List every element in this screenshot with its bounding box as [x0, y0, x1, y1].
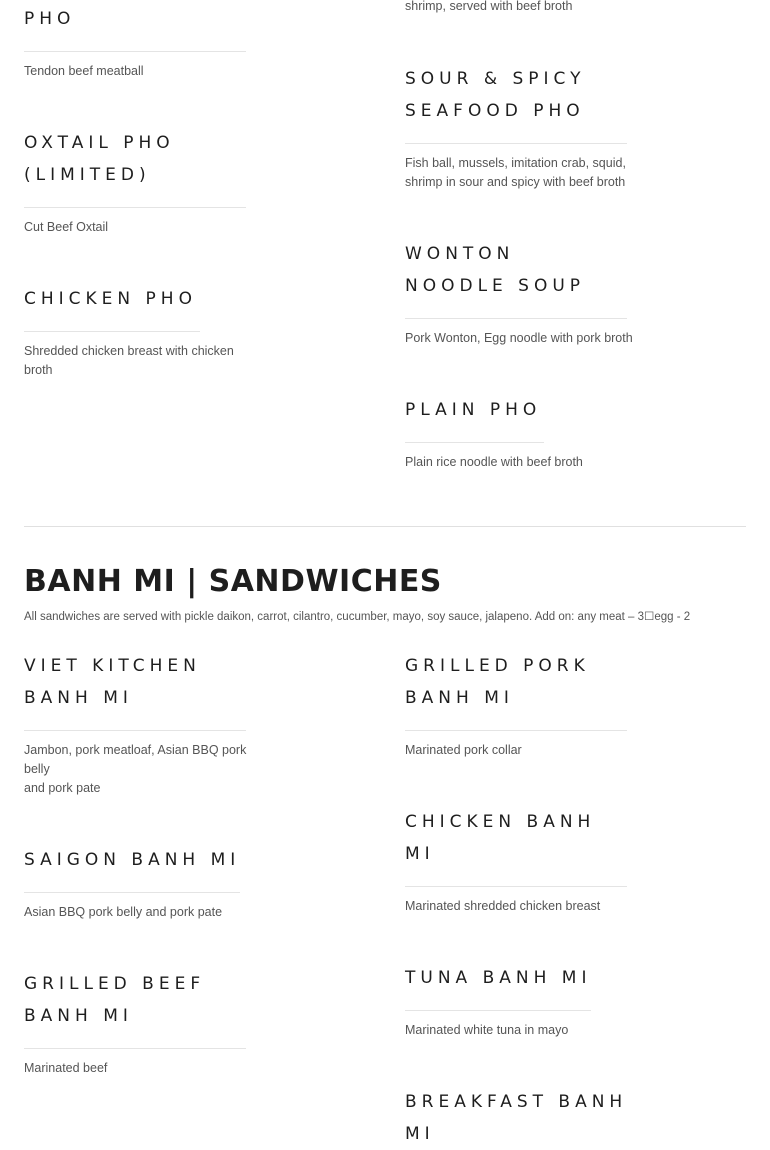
menu-item-chicken-banh-mi — [405, 806, 665, 916]
item-divider — [24, 1048, 246, 1049]
section-note: All sandwiches are served with pickle daikon, carrot, cilantro, cucumber, mayo, soy sauce, jalapeno. Add on: any meat – 3☐egg - 2 — [24, 611, 691, 623]
item-divider — [405, 442, 544, 443]
item-title: PHO — [24, 9, 76, 29]
item-divider — [405, 730, 627, 731]
menu-item-plain-pho — [405, 394, 665, 472]
item-divider — [24, 892, 240, 893]
section-divider — [24, 526, 746, 527]
item-description: Marinated pork collar — [405, 743, 522, 757]
menu-item-pho — [24, 3, 254, 81]
item-divider — [405, 318, 627, 319]
menu-item-breakfast-banh-mi — [405, 1086, 665, 1150]
item-divider — [405, 886, 627, 887]
item-title: TUNA BANH MI — [405, 968, 592, 988]
item-description: Marinated beef — [24, 1061, 108, 1075]
item-description: Fish ball, mussels, imitation crab, squid, shrimp in sour and spicy with beef broth — [405, 156, 626, 189]
item-divider — [24, 730, 246, 731]
item-divider — [24, 51, 246, 52]
menu-item-chicken-pho — [24, 283, 264, 380]
item-title: CHICKEN BANH MI — [405, 812, 596, 864]
section-title-banh-mi: BANH MI | SANDWICHES — [24, 564, 442, 599]
menu-item-desc-continued — [405, 0, 665, 16]
menu-item-viet-kitchen-banh-mi — [24, 650, 274, 798]
menu-item-saigon-banh-mi — [24, 844, 274, 922]
menu-item-wonton-noodle-soup — [405, 238, 665, 348]
menu-item-oxtail-pho — [24, 127, 264, 237]
item-title: GRILLED PORK BANH MI — [405, 656, 590, 708]
item-title: SAIGON BANH MI — [24, 850, 241, 870]
item-description: Marinated shredded chicken breast — [405, 899, 601, 913]
item-title: BREAKFAST BANH MI — [405, 1092, 628, 1144]
item-description: shrimp, served with beef broth — [405, 0, 573, 13]
item-title: GRILLED BEEF BANH MI — [24, 974, 206, 1026]
item-description: Plain rice noodle with beef broth — [405, 455, 583, 469]
menu-item-sour-spicy-seafood-pho — [405, 63, 665, 192]
item-description: Asian BBQ pork belly and pork pate — [24, 905, 223, 919]
menu-item-grilled-pork-banh-mi — [405, 650, 665, 760]
item-description: Shredded chicken breast with chicken broth — [24, 344, 234, 377]
menu-item-tuna-banh-mi — [405, 962, 665, 1040]
item-divider — [24, 331, 200, 332]
item-title: WONTON NOODLE SOUP — [405, 244, 586, 296]
item-divider — [24, 207, 246, 208]
item-title: PLAIN PHO — [405, 400, 542, 420]
item-title: VIET KITCHEN BANH MI — [24, 656, 201, 708]
item-title: OXTAIL PHO (LIMITED) — [24, 133, 175, 185]
item-description: Marinated white tuna in mayo — [405, 1023, 569, 1037]
item-description: Jambon, pork meatloaf, Asian BBQ pork belly and pork pate — [24, 743, 247, 795]
item-title: SOUR & SPICY SEAFOOD PHO — [405, 69, 586, 121]
item-divider — [405, 143, 627, 144]
item-divider — [405, 1010, 591, 1011]
menu-item-grilled-beef-banh-mi — [24, 968, 274, 1078]
item-title: CHICKEN PHO — [24, 289, 197, 309]
item-description: Cut Beef Oxtail — [24, 220, 109, 234]
item-description: Pork Wonton, Egg noodle with pork broth — [405, 331, 633, 345]
item-description: Tendon beef meatball — [24, 64, 144, 78]
